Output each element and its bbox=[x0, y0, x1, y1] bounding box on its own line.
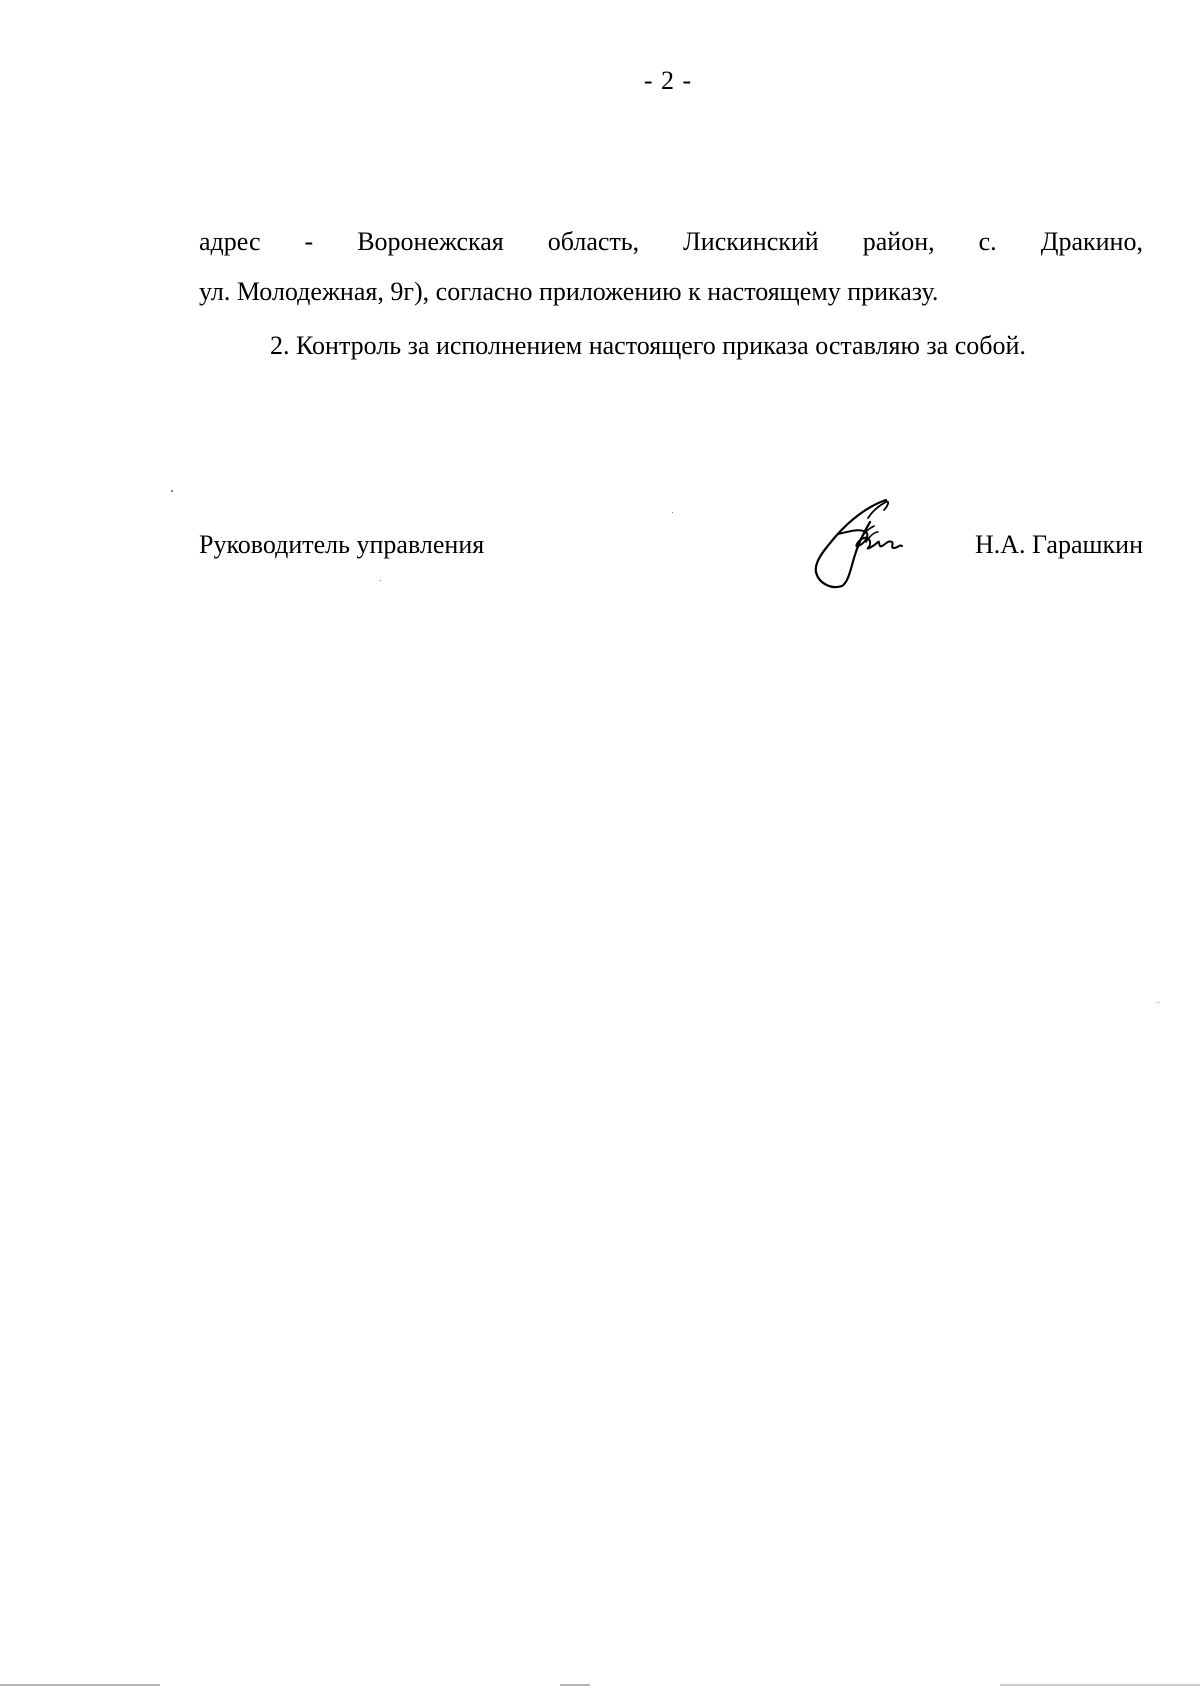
scan-speck bbox=[380, 580, 381, 581]
word: адрес bbox=[199, 227, 261, 256]
word: с. bbox=[978, 227, 997, 256]
scan-speck bbox=[1158, 1002, 1159, 1003]
word: Лискинский bbox=[683, 227, 819, 256]
scan-edge-line bbox=[0, 1684, 1200, 1686]
word: Дракино, bbox=[1040, 227, 1143, 256]
signature-icon bbox=[808, 492, 908, 592]
word: район, bbox=[862, 227, 935, 256]
paragraph-1-line-2: ул. Молодежная, 9г), согласно приложению к настоящему приказу. bbox=[199, 277, 939, 306]
page-number: - 2 - bbox=[643, 66, 693, 95]
signer-title: Руководитель управления bbox=[199, 530, 485, 559]
word: - bbox=[304, 227, 314, 256]
paragraph-2: 2. Контроль за исполнением настоящего приказа оставляю за собой. bbox=[270, 331, 1026, 360]
word: Воронежская bbox=[357, 227, 504, 256]
word: область, bbox=[547, 227, 640, 256]
signer-name: Н.А. Гарашкин bbox=[975, 530, 1143, 559]
paragraph-1-line-1 bbox=[199, 216, 1143, 268]
scan-speck bbox=[672, 512, 673, 513]
scan-speck bbox=[171, 490, 173, 492]
